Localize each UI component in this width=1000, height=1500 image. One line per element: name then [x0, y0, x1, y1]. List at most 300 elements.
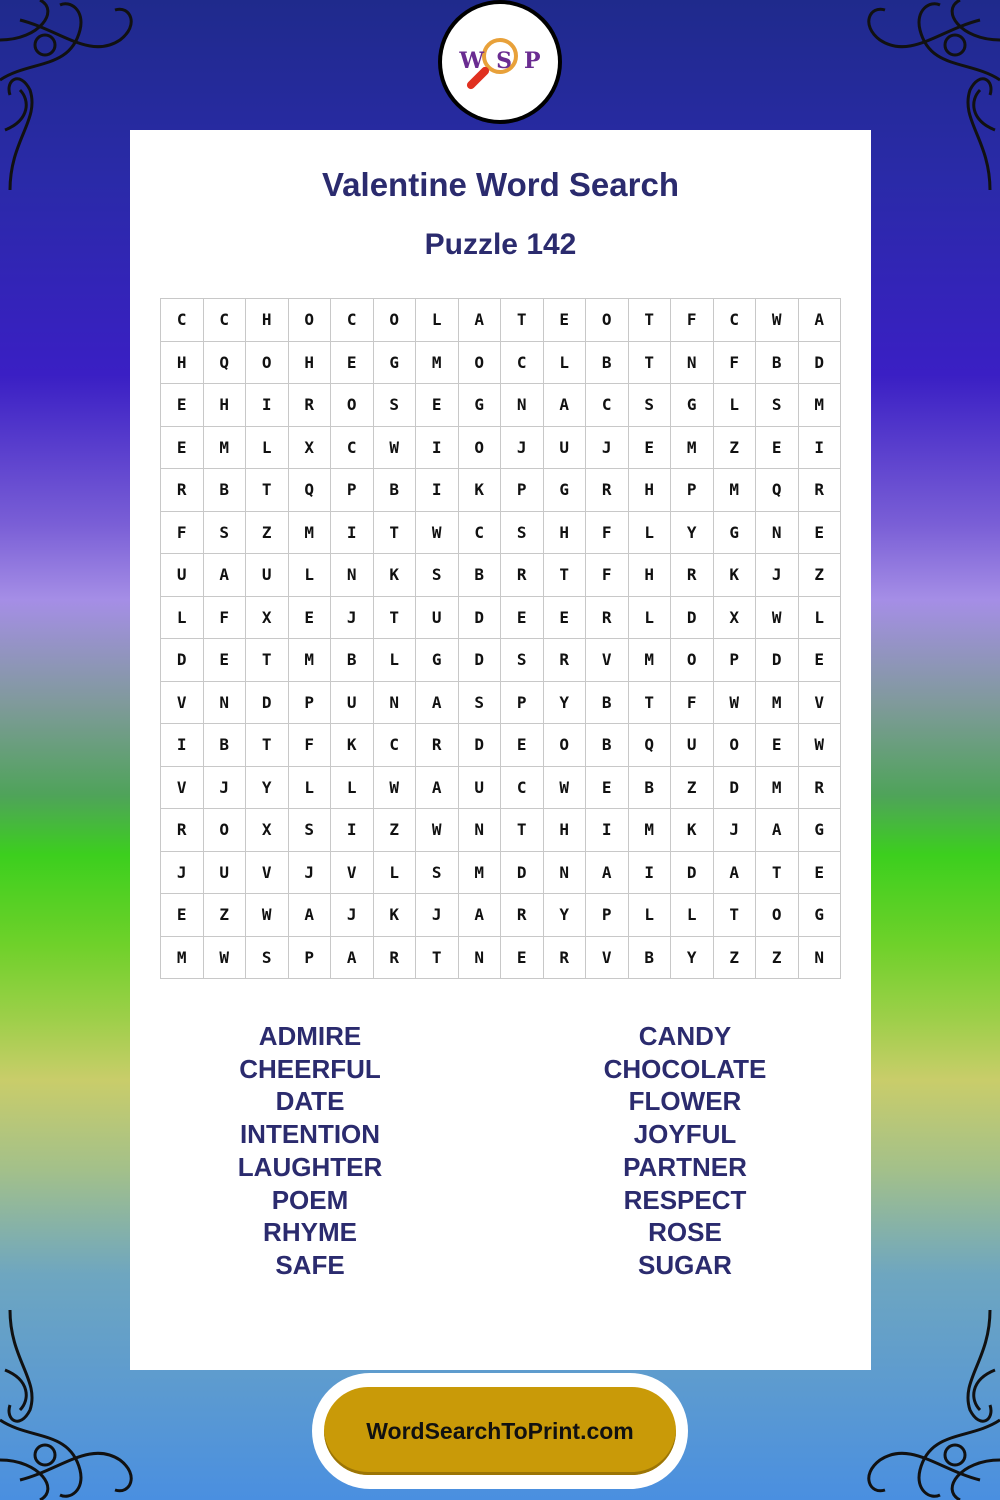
grid-cell[interactable]: S	[373, 384, 416, 427]
grid-cell[interactable]: A	[416, 766, 459, 809]
grid-cell[interactable]: C	[331, 299, 374, 342]
grid-cell[interactable]: T	[628, 299, 671, 342]
grid-cell[interactable]: X	[288, 426, 331, 469]
grid-cell[interactable]: I	[798, 426, 841, 469]
grid-cell[interactable]: J	[756, 554, 799, 597]
grid-cell[interactable]: R	[373, 936, 416, 979]
grid-cell[interactable]: M	[161, 936, 204, 979]
grid-cell[interactable]: B	[628, 936, 671, 979]
grid-cell[interactable]: Q	[203, 341, 246, 384]
grid-row	[161, 766, 841, 809]
grid-cell[interactable]: R	[586, 596, 629, 639]
grid-cell[interactable]: B	[203, 469, 246, 512]
grid-cell[interactable]: X	[713, 596, 756, 639]
grid-cell[interactable]: E	[586, 766, 629, 809]
grid-cell[interactable]: Z	[756, 936, 799, 979]
grid-cell[interactable]: H	[246, 299, 289, 342]
grid-cell[interactable]: I	[416, 469, 459, 512]
logo-letter: P	[524, 48, 541, 74]
grid-cell[interactable]: O	[246, 341, 289, 384]
website-link-button[interactable]: WordSearchToPrint.com	[324, 1387, 676, 1475]
grid-cell[interactable]: D	[798, 341, 841, 384]
grid-cell[interactable]: L	[671, 894, 714, 937]
grid-cell[interactable]: N	[373, 681, 416, 724]
grid-cell[interactable]: T	[416, 936, 459, 979]
grid-row	[161, 936, 841, 979]
grid-cell[interactable]: H	[288, 341, 331, 384]
grid-cell[interactable]: B	[373, 469, 416, 512]
grid-cell[interactable]: K	[713, 554, 756, 597]
word-list-item: CHEERFUL	[239, 1053, 381, 1084]
grid-cell[interactable]: I	[628, 851, 671, 894]
grid-cell[interactable]: B	[331, 639, 374, 682]
grid-cell[interactable]: P	[713, 639, 756, 682]
grid-cell[interactable]: L	[288, 766, 331, 809]
word-list-item: LAUGHTER	[237, 1151, 383, 1182]
grid-cell[interactable]: T	[373, 596, 416, 639]
grid-cell[interactable]: E	[543, 596, 586, 639]
grid-cell[interactable]: W	[416, 511, 459, 554]
grid-cell[interactable]: S	[756, 384, 799, 427]
grid-cell[interactable]: L	[628, 511, 671, 554]
footer	[312, 1373, 688, 1489]
grid-cell[interactable]: W	[373, 766, 416, 809]
grid-cell[interactable]: J	[161, 851, 204, 894]
grid-cell[interactable]: N	[501, 384, 544, 427]
grid-cell[interactable]: R	[161, 469, 204, 512]
grid-cell[interactable]: T	[628, 341, 671, 384]
grid-cell[interactable]: B	[586, 341, 629, 384]
grid-cell[interactable]: R	[416, 724, 459, 767]
grid-cell[interactable]: J	[288, 851, 331, 894]
grid-cell[interactable]: N	[458, 936, 501, 979]
grid-cell[interactable]: G	[798, 894, 841, 937]
grid-cell[interactable]: E	[756, 426, 799, 469]
grid-cell[interactable]: F	[671, 681, 714, 724]
grid-row	[161, 596, 841, 639]
grid-cell[interactable]: M	[628, 639, 671, 682]
grid-cell[interactable]: M	[458, 851, 501, 894]
grid-cell[interactable]: O	[671, 639, 714, 682]
grid-cell[interactable]: Q	[628, 724, 671, 767]
grid-cell[interactable]: Z	[246, 511, 289, 554]
grid-cell[interactable]: N	[458, 809, 501, 852]
grid-row	[161, 851, 841, 894]
grid-cell[interactable]: U	[161, 554, 204, 597]
grid-cell[interactable]: V	[246, 851, 289, 894]
grid-cell[interactable]: Y	[543, 681, 586, 724]
word-list-item: FLOWER	[628, 1086, 742, 1117]
grid-cell[interactable]: D	[246, 681, 289, 724]
grid-cell[interactable]: U	[331, 681, 374, 724]
grid-cell[interactable]: E	[501, 724, 544, 767]
grid-cell[interactable]: R	[586, 469, 629, 512]
grid-cell[interactable]: B	[458, 554, 501, 597]
word-list-item: DATE	[275, 1086, 345, 1117]
grid-cell[interactable]: T	[246, 639, 289, 682]
grid-cell[interactable]: L	[373, 639, 416, 682]
grid-cell[interactable]: G	[713, 511, 756, 554]
grid-cell[interactable]: L	[416, 299, 459, 342]
grid-cell[interactable]: O	[331, 384, 374, 427]
grid-cell[interactable]: E	[331, 341, 374, 384]
grid-cell[interactable]: R	[288, 384, 331, 427]
grid-cell[interactable]: H	[628, 554, 671, 597]
grid-cell[interactable]: M	[756, 681, 799, 724]
grid-cell[interactable]: E	[756, 724, 799, 767]
grid-cell[interactable]: W	[246, 894, 289, 937]
grid-cell[interactable]: U	[543, 426, 586, 469]
grid-cell[interactable]: W	[756, 596, 799, 639]
grid-cell[interactable]: A	[713, 851, 756, 894]
grid-cell[interactable]: C	[373, 724, 416, 767]
grid-cell[interactable]: Y	[671, 936, 714, 979]
grid-cell[interactable]: G	[798, 809, 841, 852]
grid-row	[161, 681, 841, 724]
grid-cell[interactable]: W	[373, 426, 416, 469]
grid-cell[interactable]: N	[798, 936, 841, 979]
grid-cell[interactable]: A	[458, 299, 501, 342]
grid-cell[interactable]: U	[671, 724, 714, 767]
logo-letter: S	[496, 48, 513, 74]
grid-cell[interactable]: F	[713, 341, 756, 384]
grid-cell[interactable]: L	[713, 384, 756, 427]
grid-cell[interactable]: A	[203, 554, 246, 597]
grid-cell[interactable]: O	[203, 809, 246, 852]
grid-cell[interactable]: A	[331, 936, 374, 979]
grid-cell[interactable]: L	[798, 596, 841, 639]
grid-cell[interactable]: O	[713, 724, 756, 767]
grid-cell[interactable]: U	[458, 766, 501, 809]
grid-cell[interactable]: W	[543, 766, 586, 809]
grid-cell[interactable]: J	[713, 809, 756, 852]
grid-cell[interactable]: P	[501, 681, 544, 724]
grid-row	[161, 426, 841, 469]
grid-cell[interactable]: S	[416, 851, 459, 894]
grid-cell[interactable]: K	[373, 894, 416, 937]
grid-cell[interactable]: G	[416, 639, 459, 682]
grid-cell[interactable]: K	[331, 724, 374, 767]
grid-cell[interactable]: J	[331, 894, 374, 937]
grid-cell[interactable]: H	[628, 469, 671, 512]
grid-cell[interactable]: H	[203, 384, 246, 427]
grid-cell[interactable]: R	[161, 809, 204, 852]
grid-cell[interactable]: S	[246, 936, 289, 979]
grid-cell[interactable]: E	[416, 384, 459, 427]
grid-cell[interactable]: V	[161, 766, 204, 809]
grid-cell[interactable]: Z	[671, 766, 714, 809]
grid-cell[interactable]: M	[203, 426, 246, 469]
grid-cell[interactable]: E	[161, 426, 204, 469]
word-list-right	[505, 1020, 865, 1282]
grid-cell[interactable]: V	[586, 639, 629, 682]
grid-cell[interactable]: E	[501, 596, 544, 639]
grid-cell[interactable]: F	[586, 511, 629, 554]
word-list-item: CANDY	[638, 1021, 732, 1051]
grid-cell[interactable]: N	[756, 511, 799, 554]
grid-cell[interactable]: D	[161, 639, 204, 682]
grid-cell[interactable]: Z	[713, 426, 756, 469]
grid-cell[interactable]: V	[331, 851, 374, 894]
grid-cell[interactable]: J	[331, 596, 374, 639]
grid-cell[interactable]: D	[756, 639, 799, 682]
grid-row	[161, 639, 841, 682]
grid-cell[interactable]: A	[798, 299, 841, 342]
grid-cell[interactable]: L	[288, 554, 331, 597]
grid-cell[interactable]: B	[586, 724, 629, 767]
grid-cell[interactable]: M	[288, 511, 331, 554]
grid-cell[interactable]: W	[713, 681, 756, 724]
grid-cell[interactable]: E	[798, 511, 841, 554]
grid-cell[interactable]: S	[458, 681, 501, 724]
grid-cell[interactable]: E	[628, 426, 671, 469]
grid-cell[interactable]: M	[756, 766, 799, 809]
grid-cell[interactable]: E	[798, 639, 841, 682]
grid-cell[interactable]: A	[416, 681, 459, 724]
grid-cell[interactable]: X	[246, 809, 289, 852]
grid-cell[interactable]: O	[288, 299, 331, 342]
grid-row	[161, 809, 841, 852]
grid-cell[interactable]: P	[586, 894, 629, 937]
grid-cell[interactable]: S	[501, 511, 544, 554]
grid-cell[interactable]: O	[373, 299, 416, 342]
grid-cell[interactable]: S	[203, 511, 246, 554]
wsp-logo	[438, 0, 562, 124]
grid-cell[interactable]: O	[543, 724, 586, 767]
grid-cell[interactable]: K	[671, 809, 714, 852]
grid-cell[interactable]: B	[756, 341, 799, 384]
grid-cell[interactable]: R	[501, 894, 544, 937]
grid-row	[161, 341, 841, 384]
grid-cell[interactable]: T	[501, 809, 544, 852]
grid-cell[interactable]: S	[501, 639, 544, 682]
puzzle-number: Puzzle 142	[424, 228, 577, 261]
grid-cell[interactable]: P	[671, 469, 714, 512]
grid-cell[interactable]: C	[501, 766, 544, 809]
grid-cell[interactable]: I	[331, 809, 374, 852]
grid-cell[interactable]: L	[628, 596, 671, 639]
grid-cell[interactable]: Y	[246, 766, 289, 809]
grid-cell[interactable]: R	[671, 554, 714, 597]
grid-cell[interactable]: G	[671, 384, 714, 427]
grid-cell[interactable]: P	[288, 681, 331, 724]
grid-cell[interactable]: Y	[671, 511, 714, 554]
grid-cell[interactable]: D	[458, 639, 501, 682]
word-list-item: ADMIRE	[258, 1021, 362, 1051]
grid-cell[interactable]: D	[671, 596, 714, 639]
grid-cell[interactable]: V	[586, 936, 629, 979]
grid-cell[interactable]: L	[246, 426, 289, 469]
letter-grid	[160, 298, 841, 979]
grid-cell[interactable]: I	[586, 809, 629, 852]
grid-cell[interactable]: T	[501, 299, 544, 342]
grid-cell[interactable]: Q	[756, 469, 799, 512]
grid-cell[interactable]: W	[756, 299, 799, 342]
logo-letter: W	[459, 48, 485, 74]
grid-cell[interactable]: F	[586, 554, 629, 597]
grid-cell[interactable]: D	[671, 851, 714, 894]
grid-cell[interactable]: O	[756, 894, 799, 937]
word-list-item: CHOCOLATE	[603, 1053, 767, 1084]
grid-cell[interactable]: Z	[373, 809, 416, 852]
grid-cell[interactable]: S	[416, 554, 459, 597]
grid-cell[interactable]: C	[161, 299, 204, 342]
grid-cell[interactable]: H	[543, 809, 586, 852]
grid-cell[interactable]: L	[543, 341, 586, 384]
grid-cell[interactable]: A	[756, 809, 799, 852]
grid-cell[interactable]: M	[713, 469, 756, 512]
grid-cell[interactable]: F	[288, 724, 331, 767]
grid-cell[interactable]: Y	[543, 894, 586, 937]
grid-cell[interactable]: E	[543, 299, 586, 342]
grid-cell[interactable]: L	[331, 766, 374, 809]
grid-row	[161, 724, 841, 767]
grid-cell[interactable]: I	[416, 426, 459, 469]
grid-cell[interactable]: D	[501, 851, 544, 894]
grid-cell[interactable]: O	[458, 341, 501, 384]
grid-cell[interactable]: R	[798, 766, 841, 809]
word-list-item: POEM	[271, 1184, 349, 1215]
grid-cell[interactable]: V	[161, 681, 204, 724]
grid-cell[interactable]: M	[416, 341, 459, 384]
grid-row	[161, 469, 841, 512]
grid-cell[interactable]: S	[628, 384, 671, 427]
grid-cell[interactable]: N	[331, 554, 374, 597]
grid-cell[interactable]: V	[798, 681, 841, 724]
grid-cell[interactable]: T	[246, 469, 289, 512]
grid-cell[interactable]: Z	[713, 936, 756, 979]
grid-cell[interactable]: I	[246, 384, 289, 427]
grid-cell[interactable]: J	[203, 766, 246, 809]
grid-cell[interactable]: B	[203, 724, 246, 767]
grid-row	[161, 554, 841, 597]
grid-cell[interactable]: F	[161, 511, 204, 554]
grid-cell[interactable]: T	[246, 724, 289, 767]
grid-cell[interactable]: Q	[288, 469, 331, 512]
grid-cell[interactable]: H	[543, 511, 586, 554]
grid-cell[interactable]: F	[203, 596, 246, 639]
grid-cell[interactable]: D	[713, 766, 756, 809]
grid-cell[interactable]: O	[586, 299, 629, 342]
grid-row	[161, 299, 841, 342]
grid-cell[interactable]: D	[458, 724, 501, 767]
grid-cell[interactable]: U	[246, 554, 289, 597]
grid-cell[interactable]: T	[756, 851, 799, 894]
grid-cell[interactable]: E	[798, 851, 841, 894]
grid-cell[interactable]: T	[713, 894, 756, 937]
word-list-item: SUGAR	[638, 1249, 732, 1280]
grid-cell[interactable]: W	[416, 809, 459, 852]
grid-cell[interactable]: H	[161, 341, 204, 384]
grid-cell[interactable]: W	[203, 936, 246, 979]
grid-cell[interactable]: R	[501, 554, 544, 597]
grid-cell[interactable]: E	[161, 384, 204, 427]
grid-cell[interactable]: G	[458, 384, 501, 427]
grid-cell[interactable]: U	[416, 596, 459, 639]
word-list-item: JOYFUL	[633, 1119, 737, 1150]
grid-cell[interactable]: D	[458, 596, 501, 639]
grid-cell[interactable]: C	[458, 511, 501, 554]
grid-cell[interactable]: J	[586, 426, 629, 469]
grid-cell[interactable]: K	[458, 469, 501, 512]
grid-cell[interactable]: C	[501, 341, 544, 384]
grid-cell[interactable]: O	[458, 426, 501, 469]
word-list-left	[130, 1020, 490, 1282]
grid-cell[interactable]: R	[543, 639, 586, 682]
grid-cell[interactable]: A	[458, 894, 501, 937]
grid-cell[interactable]: E	[161, 894, 204, 937]
grid-cell[interactable]: U	[203, 851, 246, 894]
grid-cell[interactable]: A	[288, 894, 331, 937]
grid-cell[interactable]: E	[288, 596, 331, 639]
grid-cell[interactable]: B	[586, 681, 629, 724]
grid-cell[interactable]: T	[628, 681, 671, 724]
grid-cell[interactable]: J	[416, 894, 459, 937]
grid-cell[interactable]: B	[628, 766, 671, 809]
grid-cell[interactable]: C	[713, 299, 756, 342]
grid-cell[interactable]: K	[373, 554, 416, 597]
grid-cell[interactable]: I	[161, 724, 204, 767]
grid-cell[interactable]: L	[373, 851, 416, 894]
grid-cell[interactable]: T	[543, 554, 586, 597]
page-title: Valentine Word Search	[321, 166, 679, 203]
word-list-item: SAFE	[275, 1249, 345, 1280]
grid-cell[interactable]: X	[246, 596, 289, 639]
grid-cell[interactable]: N	[543, 851, 586, 894]
grid-cell[interactable]: G	[543, 469, 586, 512]
word-list-item: PARTNER	[623, 1151, 747, 1182]
grid-cell[interactable]: P	[501, 469, 544, 512]
grid-row	[161, 511, 841, 554]
grid-cell[interactable]: E	[203, 639, 246, 682]
grid-cell[interactable]: I	[331, 511, 374, 554]
grid-cell[interactable]: C	[331, 426, 374, 469]
grid-cell[interactable]: A	[543, 384, 586, 427]
grid-cell[interactable]: C	[203, 299, 246, 342]
grid-cell[interactable]: N	[671, 341, 714, 384]
word-list-item: ROSE	[648, 1217, 722, 1248]
grid-cell[interactable]: N	[203, 681, 246, 724]
grid-cell[interactable]: W	[798, 724, 841, 767]
grid-cell[interactable]: P	[331, 469, 374, 512]
grid-cell[interactable]: C	[586, 384, 629, 427]
grid-cell[interactable]: F	[671, 299, 714, 342]
grid-cell[interactable]: M	[798, 384, 841, 427]
grid-cell[interactable]: A	[586, 851, 629, 894]
word-list-item: INTENTION	[239, 1119, 381, 1150]
grid-row	[161, 384, 841, 427]
puzzle-sheet	[130, 130, 871, 1370]
grid-cell[interactable]: M	[628, 809, 671, 852]
grid-cell[interactable]: L	[161, 596, 204, 639]
word-list-item: RESPECT	[623, 1184, 747, 1215]
grid-cell[interactable]: J	[501, 426, 544, 469]
word-list-item: RHYME	[263, 1217, 357, 1248]
grid-cell[interactable]: R	[543, 936, 586, 979]
grid-cell[interactable]: E	[501, 936, 544, 979]
grid-cell[interactable]: Z	[798, 554, 841, 597]
grid-cell[interactable]: R	[798, 469, 841, 512]
grid-cell[interactable]: Z	[203, 894, 246, 937]
grid-row	[161, 894, 841, 937]
grid-cell[interactable]: M	[671, 426, 714, 469]
grid-cell[interactable]: P	[288, 936, 331, 979]
grid-cell[interactable]: S	[288, 809, 331, 852]
grid-cell[interactable]: T	[373, 511, 416, 554]
grid-cell[interactable]: M	[288, 639, 331, 682]
grid-cell[interactable]: L	[628, 894, 671, 937]
grid-cell[interactable]: G	[373, 341, 416, 384]
